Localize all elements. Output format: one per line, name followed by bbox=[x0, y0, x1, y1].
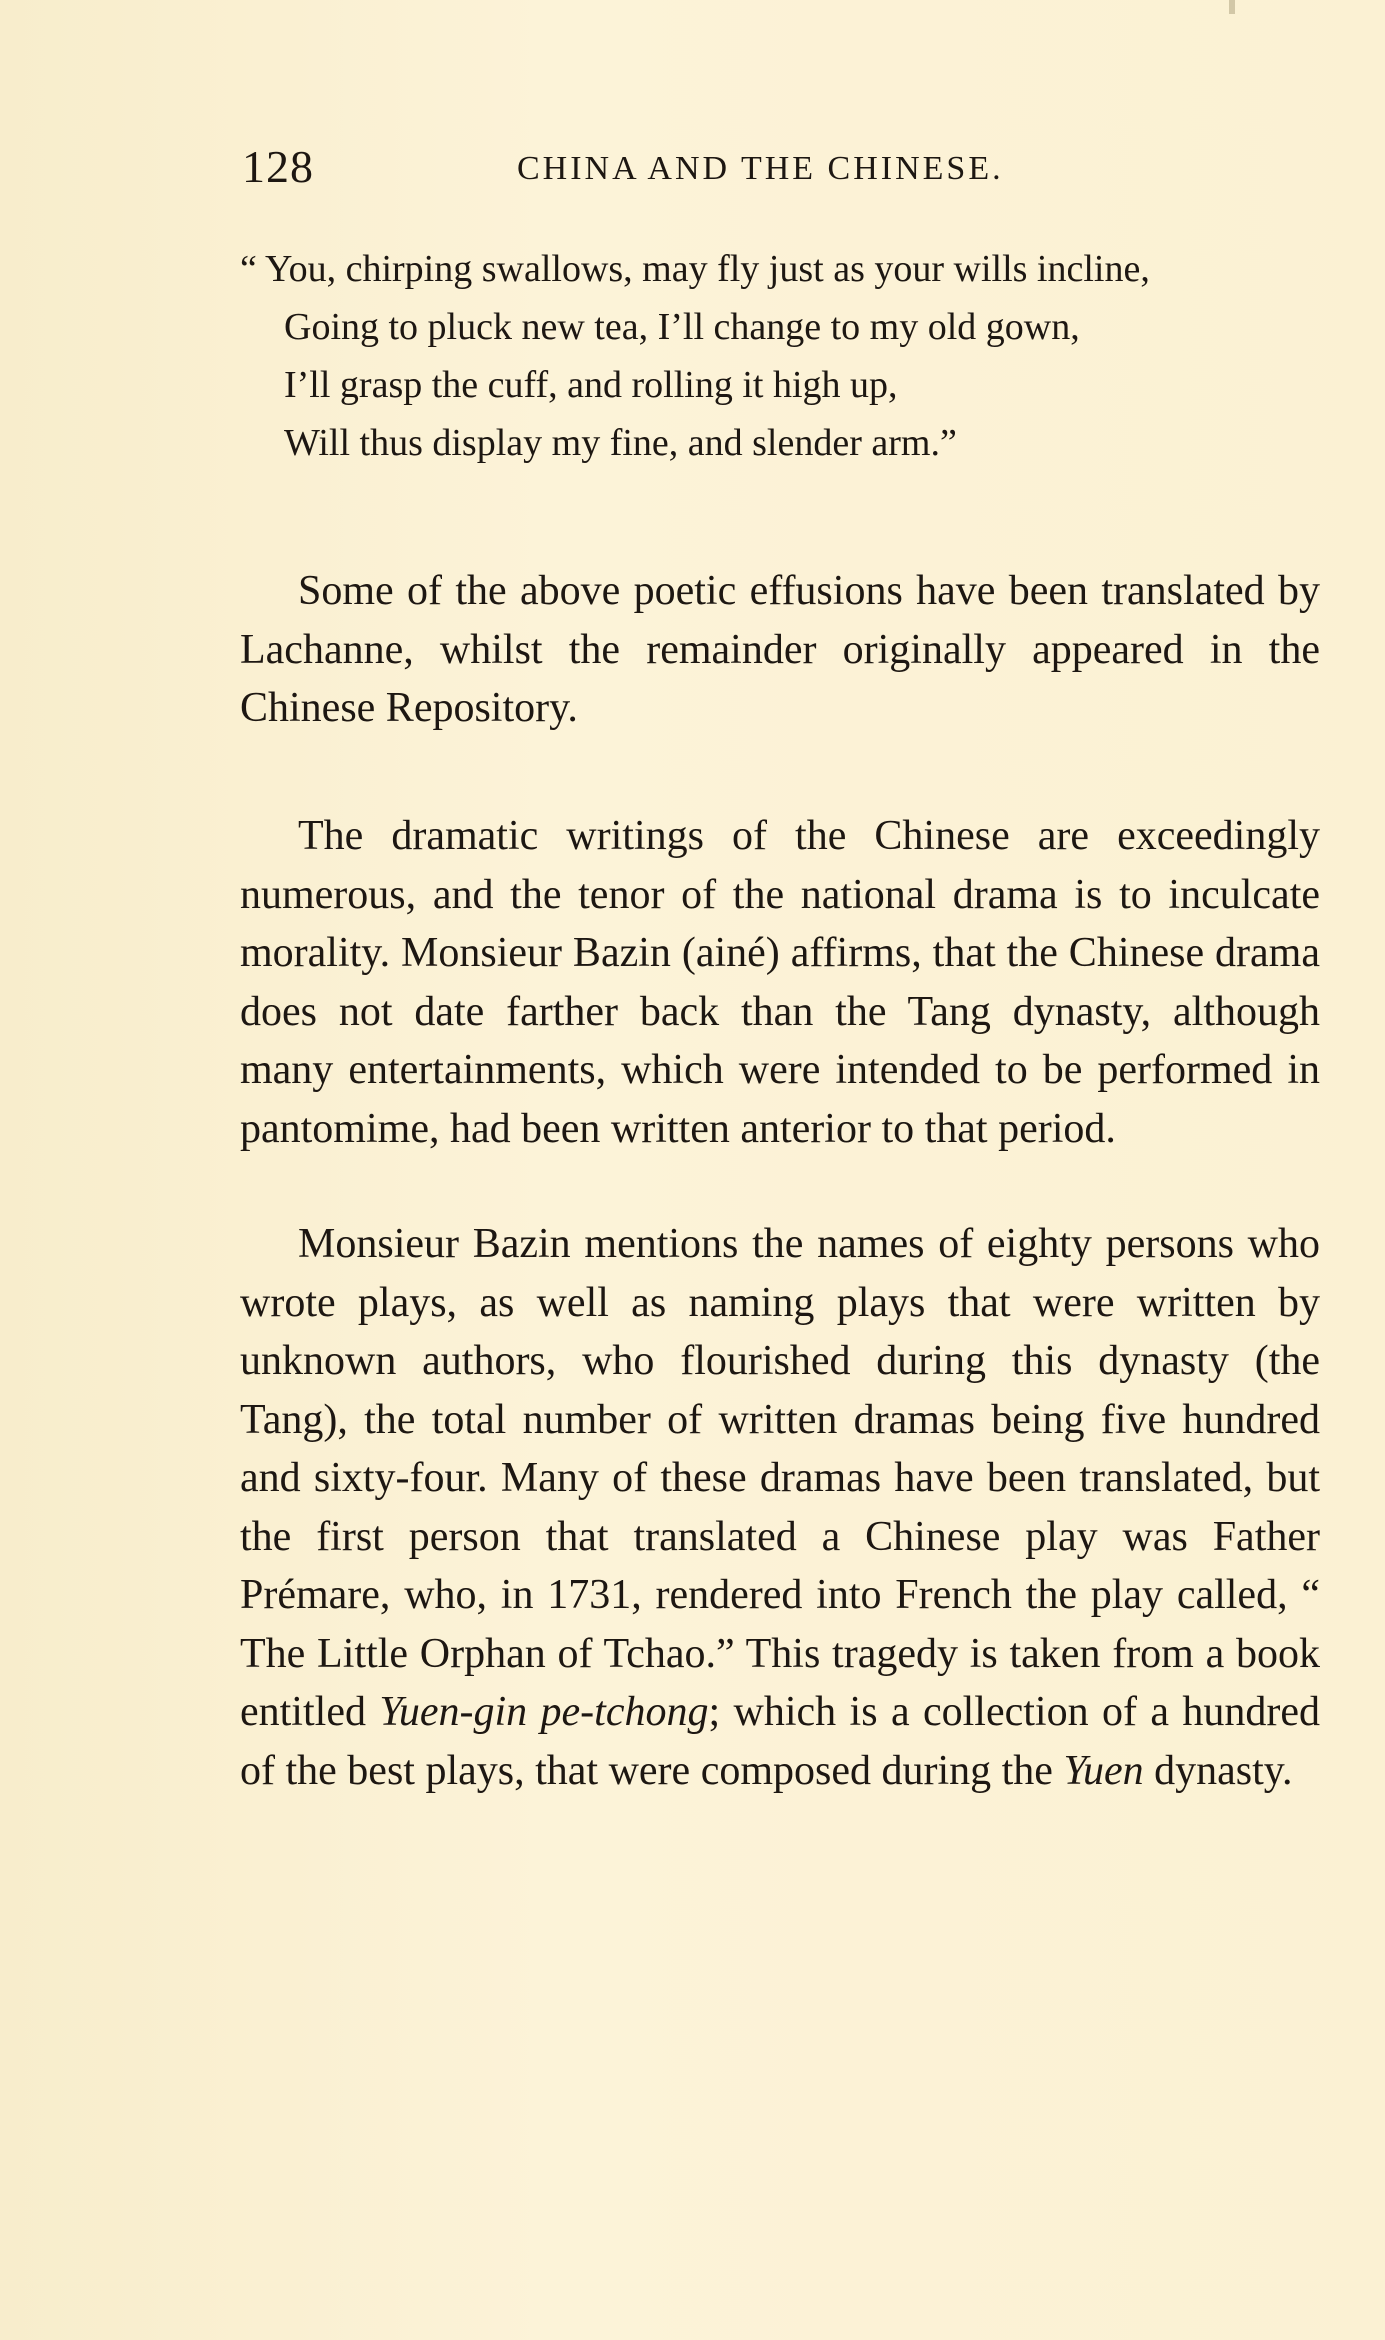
paragraph: Some of the above poetic effusions have been translated by Lachanne, whilst the remainder originally appeared in the Chinese Repository. bbox=[240, 568, 1320, 731]
page-header bbox=[242, 140, 1072, 200]
paragraph-text: ; which is a collection of a hundred of the best plays, that were composed during the bbox=[240, 1689, 1320, 1794]
verse-line: Will thus display my fine, and slender arm.” bbox=[284, 422, 957, 464]
paragraph: The dramatic writings of the Chinese are exceedingly numerous, and the tenor of the national drama is to inculcate morality. Monsieur Bazin (ainé) affirms, that the Chinese drama does not date farther back than the Tang dynasty, although many entertainments, which were intended to be performed in pantomime, had been written anterior to that period. bbox=[240, 813, 1320, 1152]
paragraph-text: Monsieur Bazin mentions the names of eighty persons who wrote plays, as well as naming plays that were written by unknown authors, who flourished during this dynasty (the Tang), the total number of written dramas being five hundred and sixty-four. Many of these dramas have been translated, but the first person that translated a Chinese play was Father Prémare, who, in 1731, rendered into French the play called, “ The Little Orphan of Tchao.” This tragedy is taken from a book entitled bbox=[240, 1221, 1320, 1735]
paragraph-text: dynasty. bbox=[1143, 1747, 1293, 1794]
verse-line: “ You, chirping swallows, may fly just as your wills incline, bbox=[240, 248, 1150, 290]
page-mark bbox=[1229, 0, 1235, 14]
page-number: 128 bbox=[242, 141, 314, 192]
italic-dynasty: Yuen bbox=[1063, 1747, 1144, 1794]
running-head: CHINA AND THE CHINESE. bbox=[517, 150, 1004, 187]
verse-line: Going to pluck new tea, I’ll change to my old gown, bbox=[284, 306, 1080, 348]
verse-block bbox=[240, 240, 1320, 472]
paragraph bbox=[240, 1215, 1320, 1800]
verse-line: I’ll grasp the cuff, and rolling it high up, bbox=[284, 364, 898, 406]
italic-title: Yuen-gin pe-tchong bbox=[379, 1689, 709, 1735]
